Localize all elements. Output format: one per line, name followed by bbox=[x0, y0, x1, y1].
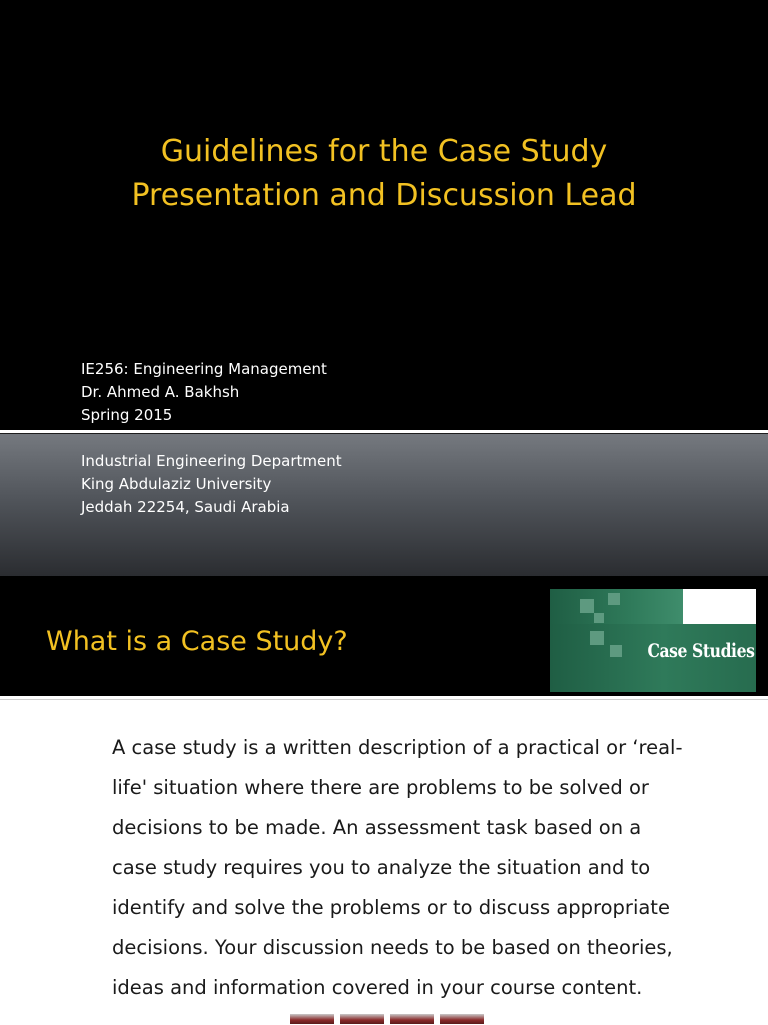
definition-line: ideas and information covered in your course content. bbox=[112, 976, 643, 999]
content-slide-title: What is a Case Study? bbox=[46, 626, 348, 657]
semester: Spring 2015 bbox=[81, 406, 173, 424]
course-info bbox=[81, 358, 327, 427]
title-line-2: Presentation and Discussion Lead bbox=[131, 178, 637, 213]
image-square bbox=[610, 645, 622, 657]
definition-line: case study requires you to analyze the situation and to bbox=[112, 856, 651, 879]
department-name: Industrial Engineering Department bbox=[81, 452, 342, 470]
image-fragment bbox=[340, 1014, 384, 1024]
definition-line: decisions. Your discussion needs to be based on theories, bbox=[112, 936, 673, 959]
title-line-1: Guidelines for the Case Study bbox=[160, 134, 608, 169]
image-square bbox=[594, 613, 604, 623]
definition-line: A case study is a written description of a practical or ‘real- bbox=[112, 736, 683, 759]
case-studies-label: Case Studies bbox=[647, 640, 754, 662]
department-info bbox=[81, 450, 342, 519]
definition-line: life' situation where there are problems to be solved or bbox=[112, 776, 649, 799]
university-name: King Abdulaziz University bbox=[81, 475, 272, 493]
case-studies-image bbox=[550, 589, 756, 692]
university-address: Jeddah 22254, Saudi Arabia bbox=[81, 498, 290, 516]
title-slide-heading bbox=[0, 130, 768, 218]
image-fragment bbox=[440, 1014, 484, 1024]
image-square bbox=[608, 593, 620, 605]
course-name: IE256: Engineering Management bbox=[81, 360, 327, 378]
image-square bbox=[590, 631, 604, 645]
image-fragment bbox=[390, 1014, 434, 1024]
definition-line: identify and solve the problems or to discuss appropriate bbox=[112, 896, 670, 919]
instructor-name: Dr. Ahmed A. Bakhsh bbox=[81, 383, 240, 401]
case-study-definition bbox=[112, 728, 722, 1008]
image-square bbox=[580, 599, 594, 613]
definition-line: decisions to be made. An assessment task based on a bbox=[112, 816, 642, 839]
image-fragment bbox=[290, 1014, 334, 1024]
next-slide-image-partial bbox=[290, 1014, 490, 1024]
